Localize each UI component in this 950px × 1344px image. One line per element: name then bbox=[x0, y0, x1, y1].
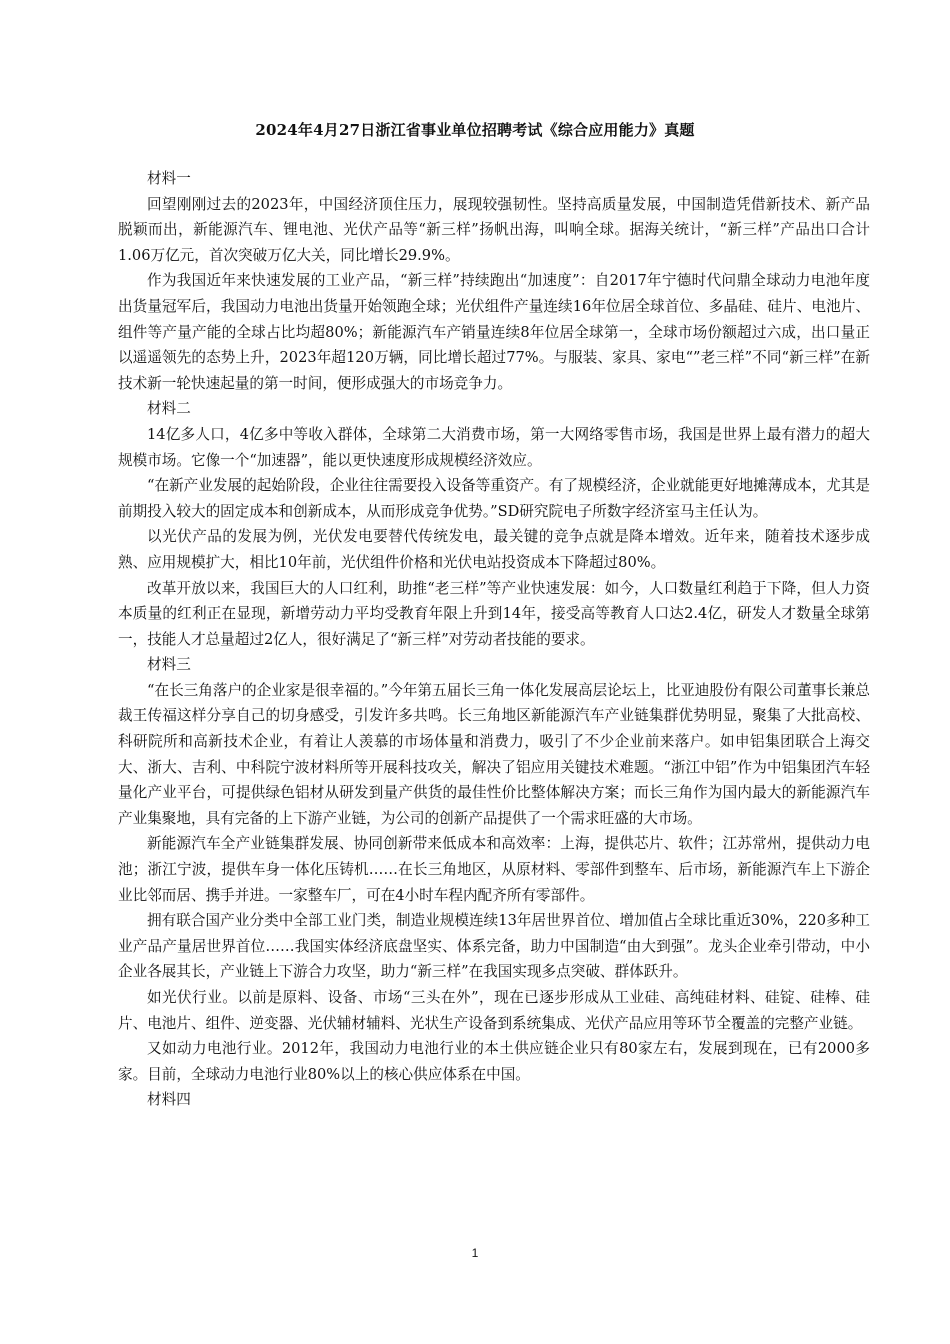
paragraph: 又如动力电池行业。2012年，我国动力电池行业的本土供应链企业只有80家左右，发展到现在，已有2000多家。目前，全球动力电池行业80%以上的核心供应体系在中国。 bbox=[118, 1040, 870, 1083]
paragraph: “在长三角落户的企业家是很幸福的。”今年第五届长三角一体化发展高层论坛上，比亚迪股份有限公司董事长兼总裁王传福这样分享自己的切身感受，引发许多共鸣。长三角地区新能源汽车产业链集群优势明显，聚集了大批高校、科研院所和高新技术企业，有着让人羡慕的市场体量和消费力，吸引了不少企业前来落户。如申铝集团联合上海交大、浙大、吉利、中科院宁波材料所等开展科技攻关，解决了铝应用关键技术难题。“浙江中铝”作为中铝集团汽车轻量化产业平台，可提供绿色铝材从研发到量产供货的最佳性价比整体解决方案；而长三角作为国内最大的新能源汽车产业集聚地，具有完备的上下游产业链，为公司的创新产品提供了一个需求旺盛的大市场。 bbox=[118, 681, 870, 827]
paragraph: 新能源汽车全产业链集群发展、协同创新带来低成本和高效率：上海，提供芯片、软件；江苏常州，提供动力电池；浙江宁波，提供车身一体化压铸机……在长三角地区，从原材料、零部件到整车、后市场，新能源汽车上下游企业比邻而居、携手并进。一家整车厂，可在4小时车程内配齐所有零部件。 bbox=[118, 835, 870, 904]
section-heading: 材料一 bbox=[147, 170, 191, 187]
paragraph: 14亿多人口，4亿多中等收入群体，全球第二大消费市场，第一大网络零售市场，我国是世界上最有潜力的超大规模市场。它像一个“加速器”，能以更快速度形成规模经济效应。 bbox=[118, 425, 870, 469]
paragraph: 拥有联合国产业分类中全部工业门类，制造业规模连续13年居世界首位、增加值占全球比重近30%，220多种工业产品产量居世界首位……我国实体经济底盘坚实、体系完备，助力中国制造“由大到强”。龙头企业牵引带动，中小企业各展其长，产业链上下游合力攻坚，助力“新三样”在我国实现多点突破、群体跃升。 bbox=[118, 912, 870, 981]
paragraph: 改革开放以来，我国巨大的人口红利，助推“老三样”等产业快速发展：如今，人口数量红利趋于下降，但人力资本质量的红利正在显现，新增劳动力平均受教育年限上升到14年，接受高等教育人口达2.4亿，研发人才数量全球第一，技能人才总量超过2亿人，很好满足了“新三样”对劳动者技能的要求。 bbox=[118, 579, 870, 648]
paragraph: “在新产业发展的起始阶段，企业往往需要投入设备等重资产。有了规模经济，企业就能更好地摊薄成本，尤其是前期投入较大的固定成本和创新成本，从而形成竞争优势。”SD研究院电子所数字经济室马主任认为。 bbox=[118, 477, 870, 520]
section-heading: 材料四 bbox=[147, 1091, 191, 1109]
section-heading: 材料三 bbox=[147, 656, 191, 674]
paragraph: 如光伏行业。以前是原料、设备、市场“三头在外”，现在已逐步形成从工业硅、高纯硅材料、硅锭、硅棒、硅片、电池片、组件、逆变器、光伏辅材辅料、光状生产设备到系统集成、光伏产品应用等环节全覆盖的完整产业链。 bbox=[118, 989, 870, 1032]
paragraph: 回望刚刚过去的2023年，中国经济顶住压力，展现较强韧性。坚持高质量发展，中国制造凭借新技术、新产品脱颖而出，新能源汽车、锂电池、光伏产品等“新三样”扬帆出海，叫响全球。据海关统计，“新三样”产品出口合计1.06万亿元，首次突破万亿大关，同比增长29.9%。 bbox=[118, 195, 870, 264]
page-number: 1 bbox=[471, 1246, 479, 1260]
document-title: 2024年4月27日浙江省事业单位招聘考试《综合应用能力》真题 bbox=[255, 121, 695, 139]
paragraph: 作为我国近年来快速发展的工业产品，“新三样”持续跑出“加速度”：自2017年宁德时代问鼎全球动力电池年度出货量冠军后，我国动力电池出货量开始领跑全球；光伏组件产量连续16年位居全球首位、多晶硅、硅片、电池片、组件等产量产能的全球占比均超80%；新能源汽车产销量连续8年位居全球第一，全球市场份额超过六成，出口量正以遥遥领先的态势上升，2023年超120万辆，同比增长超过77%。与服装、家具、家电“”老三样”不同“新三样”在新技术新一轮快速起量的第一时间，便形成强大的市场竞争力。 bbox=[118, 272, 870, 392]
section-heading: 材料二 bbox=[147, 400, 191, 418]
paragraph: 以光伏产品的发展为例，光伏发电要替代传统发电，最关键的竞争点就是降本增效。近年来，随着技术逐步成熟、应用规模扩大，相比10年前，光伏组件价格和光伏电站投资成本下降超过80%。 bbox=[118, 528, 870, 571]
document-body bbox=[118, 166, 870, 1113]
